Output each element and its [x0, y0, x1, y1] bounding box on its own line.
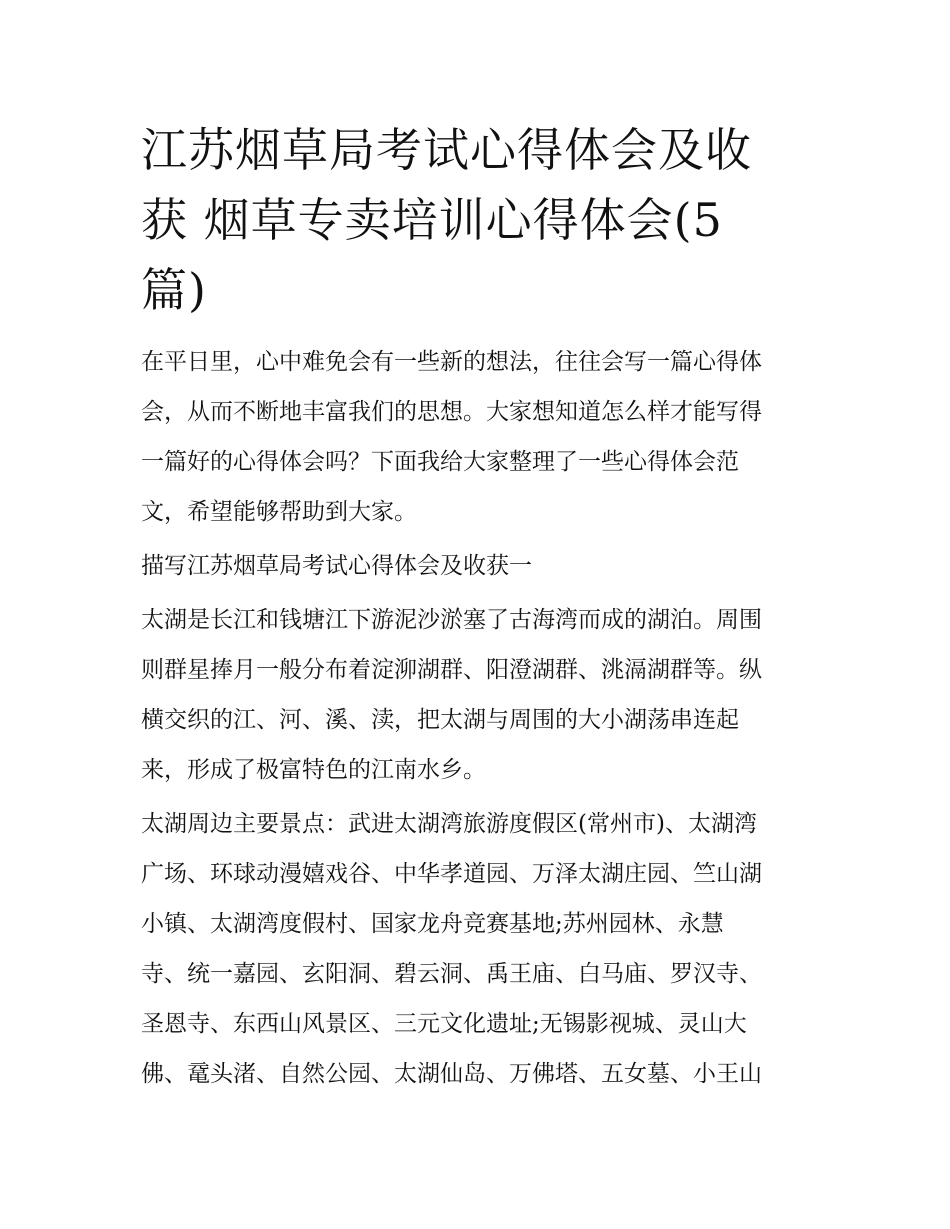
scenic-spots-paragraph [141, 799, 813, 1099]
scenic-line: 佛、鼋头渚、自然公园、太湖仙岛、万佛塔、五女墓、小王山 [141, 1061, 762, 1087]
taihu-line: 横交织的江、河、溪、渎，把太湖与周围的大小湖荡串连起 [141, 707, 739, 733]
title-line-3: 篇) [141, 263, 207, 317]
intro-line: 在平日里，心中难免会有一些新的想法，往往会写一篇心得体 [141, 349, 762, 375]
title-line-2: 获 烟草专卖培训心得体会(5 [141, 193, 723, 247]
intro-line: 会，从而不断地丰富我们的思想。大家想知道怎么样才能写得 [141, 399, 762, 425]
taihu-paragraph [141, 595, 813, 795]
document-title [141, 115, 813, 325]
intro-paragraph [141, 337, 813, 537]
section-heading: 描写江苏烟草局考试心得体会及收获一 [141, 553, 532, 579]
scenic-line: 小镇、太湖湾度假村、国家龙舟竞赛基地;苏州园林、永慧 [141, 911, 724, 937]
scenic-line: 圣恩寺、东西山风景区、三元文化遗址;无锡影视城、灵山大 [141, 1011, 747, 1037]
intro-line: 文，希望能够帮助到大家。 [141, 499, 417, 525]
taihu-line: 来，形成了极富特色的江南水乡。 [141, 757, 486, 783]
title-line-1: 江苏烟草局考试心得体会及收 [141, 123, 752, 177]
intro-line: 一篇好的心得体会吗？下面我给大家整理了一些心得体会范 [141, 449, 739, 475]
taihu-line: 太湖是长江和钱塘江下游泥沙淤塞了古海湾而成的湖泊。周围 [141, 607, 762, 633]
scenic-line: 广场、环球动漫嬉戏谷、中华孝道园、万泽太湖庄园、竺山湖 [141, 861, 762, 887]
taihu-line: 则群星捧月一般分布着淀泖湖群、阳澄湖群、洮滆湖群等。纵 [141, 657, 762, 683]
scenic-line: 寺、统一嘉园、玄阳洞、碧云洞、禹王庙、白马庙、罗汉寺、 [141, 961, 762, 987]
document-body [141, 115, 813, 1103]
scenic-line: 太湖周边主要景点：武进太湖湾旅游度假区(常州市)、太湖湾 [141, 811, 757, 837]
